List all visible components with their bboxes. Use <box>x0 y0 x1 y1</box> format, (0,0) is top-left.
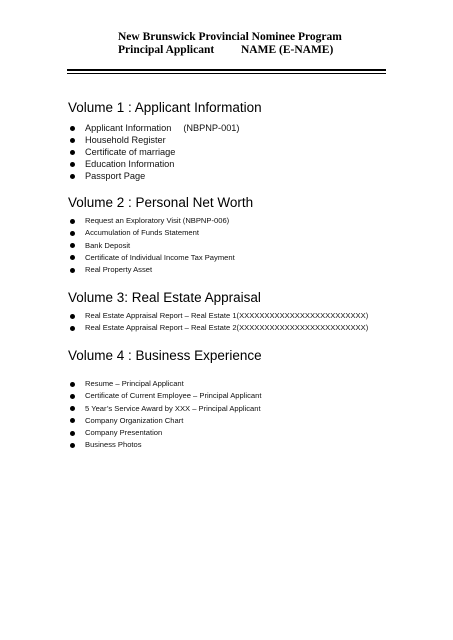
item-text: Request an Exploratory Visit (NBPNP-006) <box>85 216 230 225</box>
list-item <box>68 439 408 451</box>
list-item <box>68 215 408 227</box>
item-text: Household Register <box>85 135 166 145</box>
list-item <box>68 427 408 439</box>
list-item <box>68 134 408 146</box>
volume-2-title: Volume 2 : Personal Net Worth <box>68 195 254 210</box>
item-text: Real Estate Appraisal Report – Real Estate 1(XXXXXXXXXXXXXXXXXXXXXXXXX) <box>85 311 369 320</box>
list-item <box>68 240 408 252</box>
volume-3-section <box>68 290 408 335</box>
list-item <box>68 227 408 239</box>
bullet-icon <box>70 126 75 131</box>
list-item <box>68 252 408 264</box>
form-code: (NBPNP-001) <box>183 123 240 133</box>
bullet-icon <box>70 138 75 143</box>
bullet-icon <box>70 150 75 155</box>
item-text: Education Information <box>85 159 175 169</box>
item-text: Accumulation of Funds Statement <box>85 228 199 238</box>
volume-1-title: Volume 1 : Applicant Information <box>68 100 262 115</box>
list-item <box>68 158 408 170</box>
bullet-icon <box>70 431 75 436</box>
document-header <box>118 31 418 57</box>
header-rule-thick <box>67 69 386 71</box>
volume-2-list <box>68 215 408 276</box>
bullet-icon <box>70 406 75 411</box>
volume-1-section <box>68 100 408 182</box>
bullet-icon <box>70 174 75 179</box>
bullet-icon <box>70 219 75 224</box>
volume-3-list <box>68 310 408 335</box>
bullet-icon <box>70 231 75 236</box>
list-item <box>68 122 408 134</box>
list-item <box>68 170 408 182</box>
bullet-icon <box>70 255 75 260</box>
volume-4-section <box>68 348 408 452</box>
item-text: 5 Year’s Service Award by XXX – Principal Applicant <box>85 403 261 413</box>
item-text: Business Photos <box>85 440 142 450</box>
bullet-icon <box>70 418 75 423</box>
volume-2-section <box>68 195 408 276</box>
item-text: Certificate of Current Employee – Principal Applicant <box>85 391 262 401</box>
item-text: Certificate of Individual Income Tax Payment <box>85 252 235 262</box>
item-text: Company Organization Chart <box>85 415 184 425</box>
item-text: Real Property Asset <box>85 265 153 275</box>
list-item <box>68 310 408 322</box>
bullet-icon <box>70 382 75 387</box>
item-text: Bank Deposit <box>85 240 131 250</box>
item-text: Certificate of marriage <box>85 147 176 157</box>
item-text: Passport Page <box>85 171 146 181</box>
list-item <box>68 264 408 276</box>
item-text: Company Presentation <box>85 428 163 438</box>
volume-4-list <box>68 378 408 452</box>
applicant-role: Principal Applicant <box>118 44 215 56</box>
list-item <box>68 390 408 402</box>
applicant-name: NAME (E-NAME) <box>241 44 334 56</box>
volume-3-title: Volume 3: Real Estate Appraisal <box>68 290 261 305</box>
bullet-icon <box>70 394 75 399</box>
bullet-icon <box>70 243 75 248</box>
applicant-line <box>118 44 418 57</box>
item-text: Applicant Information <box>85 123 172 133</box>
bullet-icon <box>70 162 75 167</box>
volume-1-list <box>68 122 408 182</box>
bullet-icon <box>70 326 75 331</box>
program-title: New Brunswick Provincial Nominee Program <box>118 31 342 43</box>
list-item <box>68 403 408 415</box>
volume-4-title: Volume 4 : Business Experience <box>68 348 262 363</box>
bullet-icon <box>70 443 75 448</box>
header-rule-thin <box>67 73 386 74</box>
list-item <box>68 146 408 158</box>
bullet-icon <box>70 268 75 273</box>
item-text: Real Estate Appraisal Report – Real Estate 2(XXXXXXXXXXXXXXXXXXXXXXXXX) <box>85 323 369 333</box>
list-item <box>68 322 408 334</box>
bullet-icon <box>70 314 75 319</box>
item-text: Resume – Principal Applicant <box>85 379 184 388</box>
list-item <box>68 378 408 390</box>
list-item <box>68 415 408 427</box>
